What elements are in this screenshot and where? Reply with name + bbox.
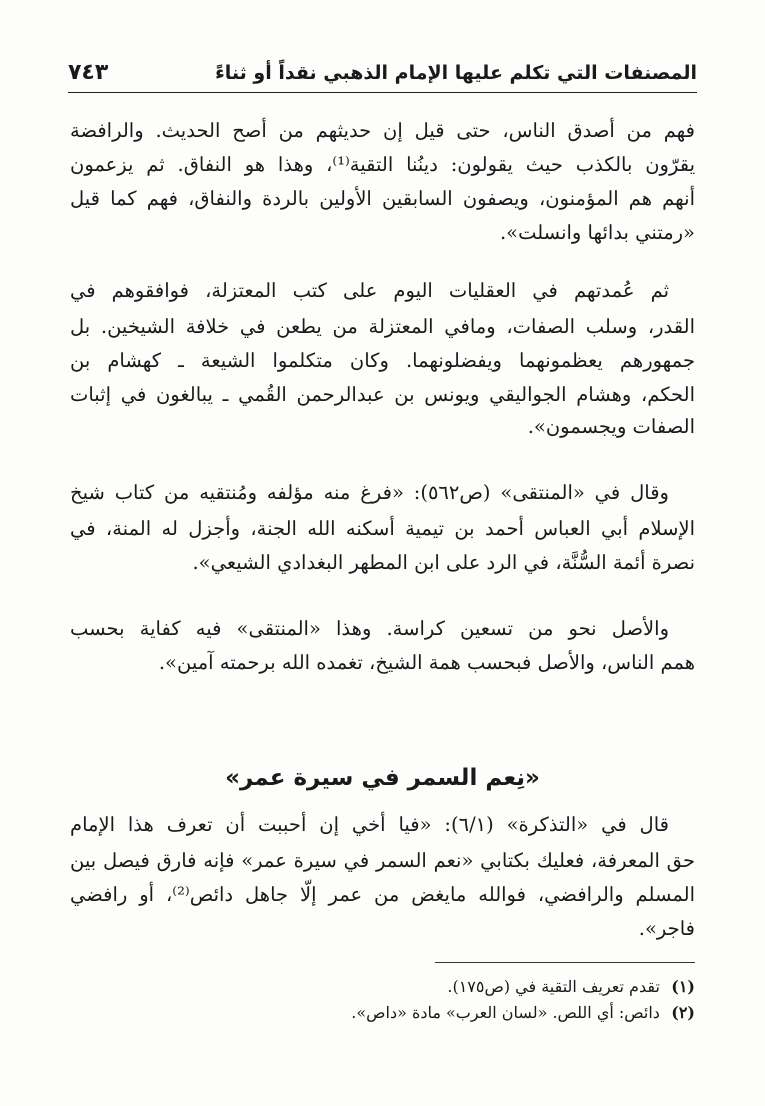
footnote (70, 974, 695, 1000)
footnote-number: (١) (671, 977, 695, 996)
footnote-text: دائص: أي اللص. «لسان العرب» مادة «داص». (351, 1003, 660, 1022)
text-line: الحكم، وهشام الجواليقي ويونس بن عبدالرحمن القُمي ـ يبالغون في إثبات (70, 383, 695, 406)
text-line: القدر، وسلب الصفات، ومافي المعتزلة من يطعن في خلافة الشيخين. بل (70, 315, 695, 338)
page-header (68, 58, 697, 93)
running-title: المصنفات التي تكلم عليها الإمام الذهبي نقداً أو ثناءً (215, 62, 697, 84)
text-line: فاجر». (638, 917, 695, 940)
text-line: المسلم والرافضي، فوالله مايغض من عمر إلّا جاهل دائص⁽²⁾، أو رافضي (70, 883, 695, 906)
text-line: فهم من أصدق الناس، حتى قيل إن حديثهم من أصح الحديث. والرافضة (70, 119, 695, 142)
text-line: نصرة أئمة السُّنَّة، في الرد على ابن المطهر البغدادي الشيعي». (192, 551, 695, 574)
footnote-number: (٢) (671, 1003, 695, 1022)
footnote-divider (435, 962, 695, 963)
text-line: والأصل نحو من تسعين كراسة. وهذا «المنتقى» فيه كفاية بحسب (70, 617, 669, 640)
text-line: وقال في «المنتقى» (ص٥٦٢): «فرغ منه مؤلفه ومُنتقيه من كتاب شيخ (70, 481, 669, 504)
text-line: يقرّون بالكذب حيث يقولون: دينُنا التقية⁽¹⁾، وهذا هو النفاق. ثم يزعمون (70, 153, 695, 176)
text-line: قال في «التذكرة» (٦/١): «فيا أخي إن أحببت أن تعرف هذا الإمام (70, 813, 669, 836)
text-line: ثم عُمدتهم في العقليات اليوم على كتب المعتزلة، فوافقوهم في (70, 279, 669, 302)
text-line: حق المعرفة، فعليك بكتابي «نعم السمر في سيرة عمر» فإنه فارق فيصل بين (70, 849, 695, 872)
text-line: جمهورهم يعظمونهما ويفضلونهما. وكان متكلموا الشيعة ـ كهشام بن (70, 349, 695, 372)
section-heading: «نِعم السمر في سيرة عمر» (225, 765, 540, 791)
text-line: «رمتني بدائها وانسلت». (499, 221, 695, 244)
text-line: الإسلام أبي العباس أحمد بن تيمية أسكنه الله الجنة، وأجزل له المنة، في (70, 517, 695, 540)
page-number: ٧٤٣ (68, 60, 109, 85)
text-line: الصفات ويجسمون». (527, 415, 695, 438)
footnote-text: تقدم تعريف التقية في (ص١٧٥). (447, 977, 660, 996)
footnote (70, 1000, 695, 1026)
text-line: همم الناس، والأصل فبحسب همة الشيخ، تغمده الله برحمته آمين». (158, 651, 695, 674)
text-line: أنهم هم المؤمنون، ويصفون السابقين الأولين بالردة والنفاق، فهم كما قيل (70, 187, 695, 210)
